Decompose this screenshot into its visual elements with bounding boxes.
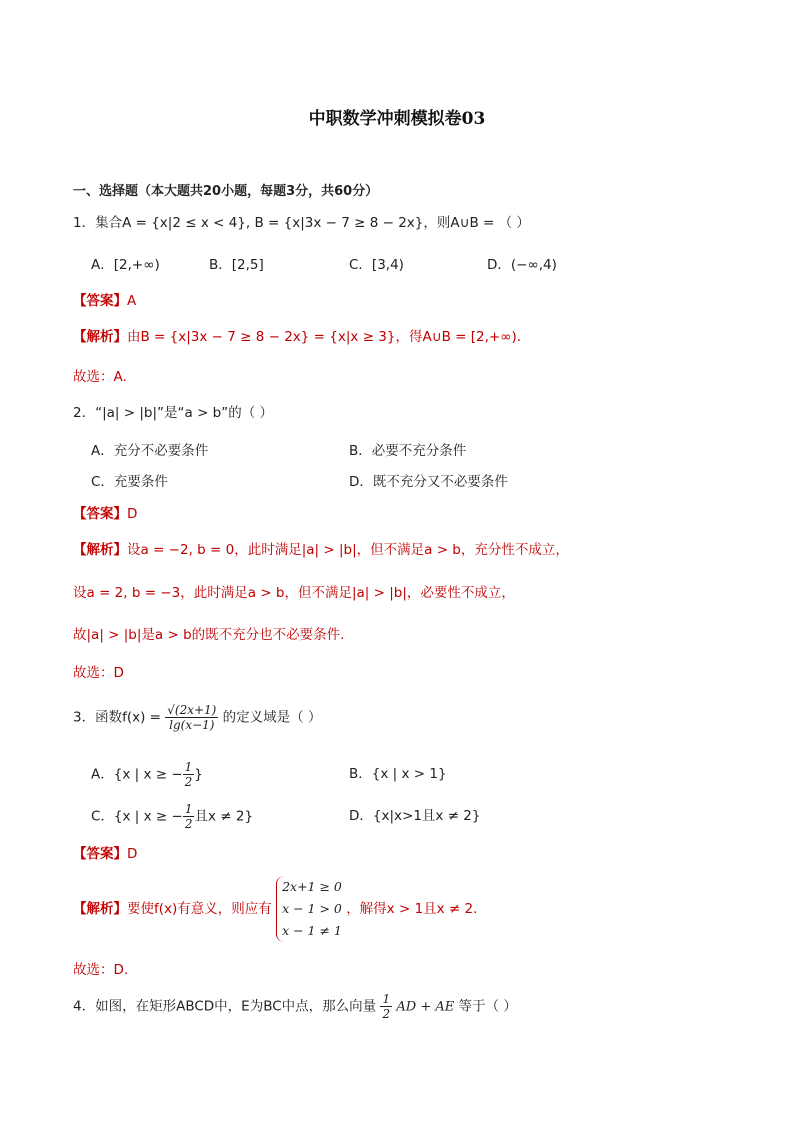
analysis-label: 【解析】 [73,542,127,558]
fraction-numerator: 1 [184,760,193,774]
answer-value: D [127,846,138,862]
page-title: 中职数学冲刺模拟卷03 [308,109,486,129]
q1-conclusion: 故选：A. [73,369,127,385]
q4-stem-suffix: 等于（ ） [458,998,517,1015]
analysis-text: 由B = {x|3x − 7 ≥ 8 − 2x} = {x|x ≥ 3}，得A∪B = [2,+∞). [127,329,522,345]
q1-option-c: C．[3,4) [349,257,404,273]
answer-value: A [127,293,137,309]
analysis-text: 设a = −2, b = 0，此时满足|a| > |b|，但不满足a > b，充分性不成立， [127,542,569,558]
q3-option-a [91,760,203,789]
q3-option-a-fraction [183,760,195,789]
q3-stem-prefix: 3．函数f(x) = [73,709,161,726]
fraction-numerator: 1 [184,802,193,816]
q3-option-d: D．{x|x>1且x ≠ 2} [349,808,481,824]
q4-stem [73,992,517,1021]
analysis-suffix: ，解得x > 1且x ≠ 2. [346,901,478,917]
answer-label: 【答案】 [73,506,127,522]
q3-stem-suffix: 的定义域是（ ） [222,709,322,726]
analysis-prefix: 要使f(x)有意义，则应有 [127,901,272,917]
analysis-label: 【解析】 [73,901,127,917]
q3-option-a-prefix: A．{x | x ≥ − [91,766,183,783]
q2-conclusion: 故选：D [73,665,124,681]
q1-option-d: D．(−∞,4) [487,257,557,273]
answer-label: 【答案】 [73,293,127,309]
q3-fraction-numerator: √(2x+1) [167,703,217,717]
q3-option-c-suffix: 且x ≠ 2} [194,808,254,825]
section-header: 一、选择题（本大题共20小题，每题3分，共60分） [73,184,379,199]
q4-vector-expression: AD + AE [396,999,455,1015]
q1-option-b: B．[2,5] [209,257,264,273]
q3-fraction-denominator: lg(x−1) [169,718,215,732]
fraction-denominator: 2 [382,1007,391,1021]
fraction-denominator: 2 [184,775,193,789]
q3-option-c-fraction [183,802,195,831]
q2-option-d: D．既不充分又不必要条件 [349,474,508,490]
fraction-numerator: 1 [382,992,391,1006]
q1-analysis [73,328,521,346]
q3-option-b: B．{x | x > 1} [349,766,447,782]
q2-analysis-3: 故|a| > |b|是a > b的既不充分也不必要条件. [73,627,345,643]
q3-option-c [91,802,253,831]
q2-analysis-1 [73,541,569,559]
q2-stem: 2．“|a| > |b|”是“a > b”的（ ） [73,405,274,421]
answer-value: D [127,506,138,522]
q1-stem: 1．集合A = {x|2 ≤ x < 4}, B = {x|3x − 7 ≥ 8 − 2x}，则A∪B = （ ） [73,215,530,231]
q4-stem-prefix: 4．如图，在矩形ABCD中，E为BC中点，那么向量 [73,998,377,1015]
analysis-label: 【解析】 [73,329,127,345]
q3-conclusion: 故选：D. [73,962,129,978]
q2-analysis-2: 设a = 2, b = −3，此时满足a > b，但不满足|a| > |b|，必要性不成立， [73,585,515,601]
q1-option-a: A．[2,+∞) [91,257,160,273]
q3-option-c-prefix: C．{x | x ≥ − [91,808,183,825]
q2-option-a: A．充分不必要条件 [91,443,209,459]
fraction-denominator: 2 [184,817,193,831]
q3-fraction [165,703,218,732]
q2-option-b: B．必要不充分条件 [349,443,467,459]
q3-stem [73,703,321,732]
answer-label: 【答案】 [73,846,127,862]
inequality-1: 2x+1 ≥ 0 [282,879,342,894]
inequality-2: x − 1 > 0 [282,901,342,916]
q3-analysis [73,876,477,942]
inequality-3: x − 1 ≠ 1 [282,923,342,938]
q2-option-c: C．充要条件 [91,474,168,490]
q3-inequality-system [276,876,342,942]
q3-answer [73,845,137,863]
q3-option-a-suffix: } [194,766,203,783]
q1-answer [73,292,136,310]
q2-answer [73,505,137,523]
q4-fraction [380,992,392,1021]
